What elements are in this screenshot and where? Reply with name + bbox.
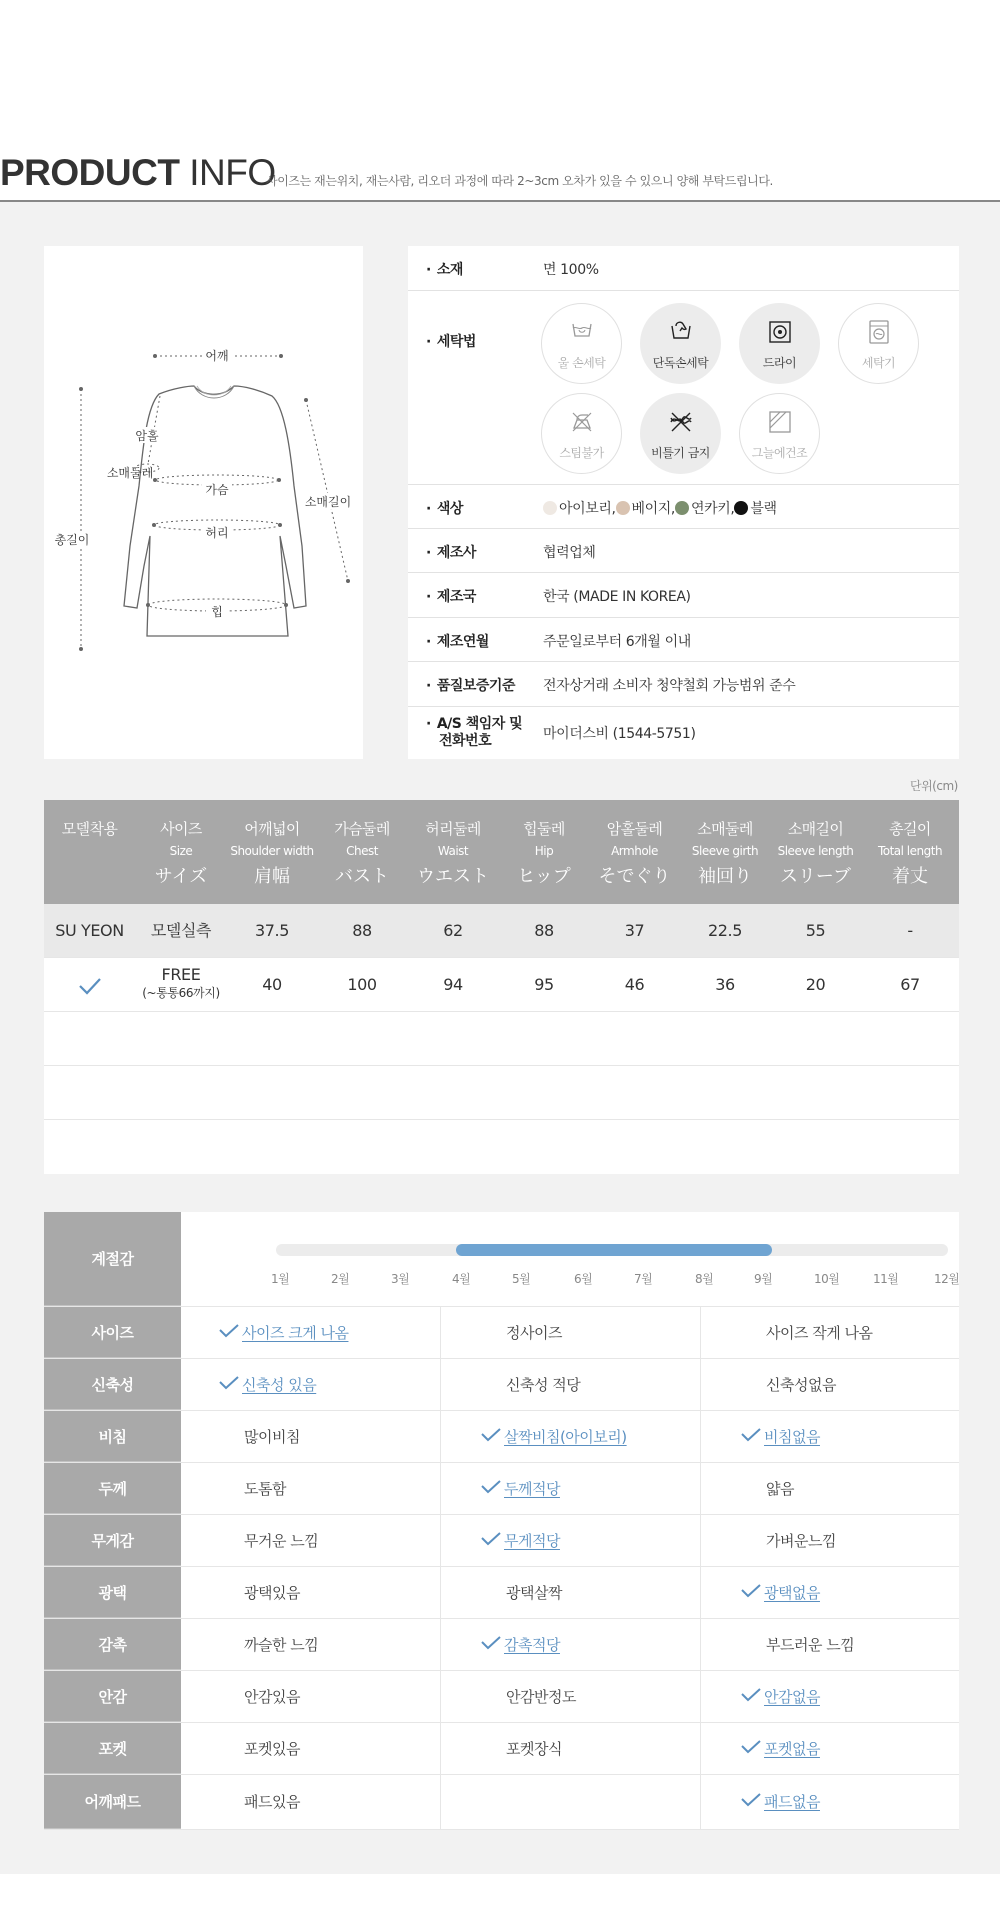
size-cell: 95 xyxy=(534,975,554,994)
header-ko: 사이즈 xyxy=(160,820,202,838)
header-en: Waist xyxy=(437,844,469,858)
color-swatch xyxy=(616,501,630,515)
month-label: 7월 xyxy=(634,1272,653,1286)
month-label: 4월 xyxy=(452,1272,471,1286)
option-text: 무거운 느낌 xyxy=(244,1532,319,1550)
month-label: 6월 xyxy=(574,1272,593,1286)
as-label: · A/S 책임자 및 전화번호 xyxy=(426,716,522,750)
info-row-maker xyxy=(408,529,959,573)
property-row xyxy=(44,1463,959,1515)
property-option xyxy=(740,1775,820,1829)
label-total-length: 총길이 xyxy=(54,533,90,547)
no-steam-icon xyxy=(570,410,594,434)
wash-label: 스팀불가 xyxy=(559,446,604,460)
fabric-properties-table xyxy=(44,1212,959,1830)
label-sleeve-girth: 소매둘레 xyxy=(106,466,154,480)
property-label: 무게감 xyxy=(44,1515,181,1566)
property-option xyxy=(506,1567,562,1618)
option-text: 안감없음 xyxy=(764,1688,820,1706)
quality-label: · 품질보증기준 xyxy=(426,675,515,695)
property-option xyxy=(766,1515,836,1566)
size-cell: 36 xyxy=(715,975,735,994)
size-header-cell xyxy=(770,800,861,904)
property-option xyxy=(244,1515,318,1566)
option-text: 사이즈 작게 나옴 xyxy=(766,1324,873,1342)
header-ja: 肩幅 xyxy=(254,866,290,887)
hand-wash-icon xyxy=(570,320,594,344)
size-cell: 37.5 xyxy=(254,921,290,940)
option-text: 포켓있음 xyxy=(244,1740,300,1758)
property-option xyxy=(506,1307,562,1358)
option-text: 가벼운느낌 xyxy=(766,1532,836,1550)
size-cell: 37 xyxy=(624,921,645,940)
size-table-header xyxy=(44,800,959,904)
property-row xyxy=(44,1515,959,1567)
wash-separate-hand-wash xyxy=(640,303,721,384)
product-info-panel xyxy=(408,246,959,759)
option-text: 광택있음 xyxy=(244,1584,300,1602)
as-value: 마이더스비 (1544-5751) xyxy=(543,726,696,742)
dry-clean-icon xyxy=(768,320,792,344)
size-cell: 88 xyxy=(534,921,554,940)
wash-hand-wash xyxy=(541,303,622,384)
column-divider xyxy=(440,1463,441,1514)
property-option xyxy=(740,1567,820,1618)
column-divider xyxy=(440,1411,441,1462)
maker-value: 협력업체 xyxy=(543,545,596,561)
month-label: 5월 xyxy=(512,1272,531,1286)
size-value: FREE xyxy=(161,965,201,984)
property-option xyxy=(218,1359,316,1410)
header-ko: 소매길이 xyxy=(787,820,844,838)
label-armhole: 암홀 xyxy=(135,429,159,443)
property-label: 안감 xyxy=(44,1671,181,1722)
property-option xyxy=(506,1671,576,1722)
option-text: 신축성없음 xyxy=(766,1376,836,1394)
property-option xyxy=(766,1463,794,1514)
color-name: 베이지, xyxy=(631,501,675,517)
header-en: Chest xyxy=(346,844,378,858)
property-option xyxy=(766,1359,836,1410)
month-label: 3월 xyxy=(391,1272,410,1286)
option-text: 도톰함 xyxy=(244,1480,286,1498)
color-label: · 색상 xyxy=(426,498,463,518)
info-row-quality xyxy=(408,662,959,707)
column-divider xyxy=(700,1723,701,1774)
property-label: 감촉 xyxy=(44,1619,181,1670)
info-row-color xyxy=(408,485,959,529)
header-ko: 허리둘레 xyxy=(425,820,481,838)
property-option xyxy=(244,1619,318,1670)
size-cell: SU YEON xyxy=(55,921,124,940)
size-cell: 22.5 xyxy=(707,921,743,940)
option-text: 사이즈 크게 나옴 xyxy=(242,1324,349,1342)
property-option xyxy=(244,1463,286,1514)
option-text: 포켓장식 xyxy=(506,1740,562,1758)
property-option xyxy=(506,1723,562,1774)
column-divider xyxy=(700,1775,701,1829)
info-row-as xyxy=(408,707,959,759)
free-size-row xyxy=(44,958,959,1012)
header-en: Sleeve girth xyxy=(691,844,759,858)
color-list xyxy=(543,498,777,518)
header-ko: 가슴둘레 xyxy=(334,820,390,838)
country-label: · 제조국 xyxy=(426,586,476,606)
check-icon xyxy=(740,1567,762,1581)
size-header-cell xyxy=(407,800,499,904)
option-text: 광택살짝 xyxy=(506,1584,562,1602)
label-shoulder: 어깨 xyxy=(205,349,229,363)
size-cell: 55 xyxy=(805,921,826,940)
size-header-cell xyxy=(499,800,589,904)
color-name: 연카키, xyxy=(690,501,735,517)
column-divider xyxy=(700,1359,701,1410)
header-en: Shoulder width xyxy=(230,844,314,858)
option-text: 두께적당 xyxy=(504,1480,560,1498)
header-ko: 힙둘레 xyxy=(523,820,565,838)
option-text: 신축성 적당 xyxy=(506,1376,581,1394)
column-divider xyxy=(440,1515,441,1566)
option-text: 감촉적당 xyxy=(504,1636,560,1654)
size-cell: - xyxy=(907,921,913,940)
check-icon xyxy=(218,1359,240,1373)
header-ja: サイズ xyxy=(154,866,208,887)
property-option xyxy=(480,1463,560,1514)
header-ja: ヒップ xyxy=(517,866,571,887)
empty-size-row xyxy=(44,1012,959,1066)
property-option xyxy=(480,1411,627,1462)
wash-label: 단독손세탁 xyxy=(652,356,709,370)
info-row-date xyxy=(408,618,959,662)
property-row xyxy=(44,1671,959,1723)
season-label: 계절감 xyxy=(44,1212,181,1306)
header-ja: スリーブ xyxy=(779,866,852,887)
wash-label: · 세탁법 xyxy=(426,331,476,351)
column-divider xyxy=(440,1775,441,1829)
option-text: 정사이즈 xyxy=(506,1324,562,1342)
header-en: Sleeve length xyxy=(777,844,854,858)
property-row xyxy=(44,1411,959,1463)
header-ja: そでぐり xyxy=(598,866,671,887)
country-value: 한국 (MADE IN KOREA) xyxy=(543,589,691,605)
option-text: 안감반정도 xyxy=(506,1688,576,1706)
property-row xyxy=(44,1567,959,1619)
property-label: 비침 xyxy=(44,1411,181,1462)
date-label: · 제조연월 xyxy=(426,631,489,651)
column-divider xyxy=(700,1463,701,1514)
product-info-header xyxy=(0,150,1000,202)
color-swatch xyxy=(543,501,557,515)
empty-size-row xyxy=(44,1066,959,1120)
check-icon xyxy=(480,1619,502,1633)
property-option xyxy=(244,1411,300,1462)
column-divider xyxy=(700,1515,701,1566)
size-cell: 20 xyxy=(805,975,826,994)
option-text: 많이비침 xyxy=(244,1428,300,1446)
option-text: 패드없음 xyxy=(764,1793,820,1811)
size-header-cell xyxy=(317,800,407,904)
option-text: 비침없음 xyxy=(764,1428,820,1446)
property-row xyxy=(44,1307,959,1359)
color-name: 블랙 xyxy=(750,501,777,517)
label-hip: 힙 xyxy=(211,605,223,619)
season-bar-fill xyxy=(456,1244,772,1256)
option-text: 부드러운 느낌 xyxy=(766,1636,855,1654)
label-sleeve-length: 소매길이 xyxy=(304,495,352,509)
property-option xyxy=(740,1411,820,1462)
quality-value: 전자상거래 소비자 청약철회 가능범위 준수 xyxy=(543,678,796,694)
material-label: · 소재 xyxy=(426,259,463,279)
property-label: 포켓 xyxy=(44,1723,181,1774)
info-row-material xyxy=(408,246,959,291)
month-label: 9월 xyxy=(754,1272,773,1286)
size-header-cell xyxy=(861,800,959,904)
option-text: 신축성 있음 xyxy=(242,1376,317,1394)
property-label: 광택 xyxy=(44,1567,181,1618)
model-size-row xyxy=(44,904,959,958)
month-label: 12월 xyxy=(934,1272,960,1286)
month-label: 2월 xyxy=(331,1272,350,1286)
month-label: 11월 xyxy=(873,1272,899,1286)
header-ko: 총길이 xyxy=(889,820,931,838)
column-divider xyxy=(440,1307,441,1358)
check-icon xyxy=(480,1515,502,1529)
property-option xyxy=(480,1515,560,1566)
property-label: 두께 xyxy=(44,1463,181,1514)
washing-machine-icon xyxy=(867,320,891,344)
wash-label: 그늘에건조 xyxy=(751,446,808,460)
column-divider xyxy=(440,1567,441,1618)
property-row xyxy=(44,1619,959,1671)
property-option xyxy=(740,1671,820,1722)
size-cell: 46 xyxy=(624,975,645,994)
header-ko: 암홀둘레 xyxy=(606,820,663,838)
label-waist: 허리 xyxy=(205,526,229,540)
column-divider xyxy=(440,1359,441,1410)
wash-label: 비틀기 금지 xyxy=(651,446,710,460)
size-cell: 62 xyxy=(443,921,463,940)
property-option xyxy=(244,1723,300,1774)
column-divider xyxy=(440,1619,441,1670)
check-icon xyxy=(740,1723,762,1737)
property-row xyxy=(44,1359,959,1411)
color-name: 아이보리, xyxy=(559,501,616,517)
option-text: 까슬한 느낌 xyxy=(244,1636,319,1654)
size-header-cell xyxy=(680,800,770,904)
check-icon xyxy=(740,1411,762,1425)
check-icon xyxy=(480,1411,502,1425)
size-cell: 94 xyxy=(443,975,463,994)
check-icon xyxy=(740,1671,762,1685)
size-note: (~통통66까지) xyxy=(142,986,220,1000)
column-divider xyxy=(440,1671,441,1722)
month-label: 1월 xyxy=(271,1272,290,1286)
color-swatch xyxy=(734,501,748,515)
size-cell: 모델실측 xyxy=(150,921,212,940)
size-notice: 사이즈는 재는위치, 재는사람, 리오더 과정에 따라 2~3cm 오차가 있을 수 있으니 양해 부탁드립니다. xyxy=(266,174,773,188)
column-divider xyxy=(700,1307,701,1358)
option-text: 안감있음 xyxy=(244,1688,300,1706)
option-text: 광택없음 xyxy=(764,1584,820,1602)
property-option xyxy=(740,1723,820,1774)
size-cell: 40 xyxy=(262,975,282,994)
material-value: 면 100% xyxy=(543,262,599,278)
header-ko: 소매둘레 xyxy=(697,820,753,838)
header-ja: バスト xyxy=(335,866,389,887)
size-free-cell xyxy=(135,958,227,1012)
date-value: 주문일로부터 6개월 이내 xyxy=(543,634,691,650)
size-cell: 100 xyxy=(347,975,377,994)
option-text: 패드있음 xyxy=(244,1793,300,1811)
wash-label: 드라이 xyxy=(762,356,797,370)
header-en: Hip xyxy=(534,844,554,858)
separate-hand-wash-icon xyxy=(669,320,693,344)
column-divider xyxy=(700,1671,701,1722)
info-row-country xyxy=(408,573,959,618)
maker-label: · 제조사 xyxy=(426,542,476,562)
wash-no-wring xyxy=(640,393,721,474)
check-icon xyxy=(218,1307,240,1321)
wash-no-steam xyxy=(541,393,622,474)
page-title: PRODUCT INFO xyxy=(0,152,276,193)
wash-label: 세탁기 xyxy=(861,356,896,370)
header-en: Size xyxy=(169,844,193,858)
header-ko: 어깨넓이 xyxy=(244,820,300,838)
size-header-cell xyxy=(589,800,680,904)
property-row xyxy=(44,1723,959,1775)
header-en: Armhole xyxy=(611,844,658,858)
garment-measurement-diagram xyxy=(44,246,363,759)
size-cell: 67 xyxy=(900,975,920,994)
property-label: 어깨패드 xyxy=(44,1775,181,1829)
property-option xyxy=(218,1307,348,1358)
wash-label: 울 손세탁 xyxy=(557,356,606,370)
property-option xyxy=(480,1619,560,1670)
property-option xyxy=(766,1307,872,1358)
property-option xyxy=(244,1671,300,1722)
property-label: 사이즈 xyxy=(44,1307,181,1358)
column-divider xyxy=(700,1619,701,1670)
wash-dry-clean xyxy=(739,303,820,384)
label-chest: 가슴 xyxy=(205,483,229,497)
size-cell: 88 xyxy=(352,921,372,940)
shade-dry-icon xyxy=(768,410,792,434)
option-text: 살짝비침(아이보리) xyxy=(504,1428,627,1446)
color-swatch xyxy=(675,501,689,515)
option-text: 무게적당 xyxy=(504,1532,560,1550)
selected-check-icon xyxy=(44,958,135,1012)
header-ja: 袖回り xyxy=(698,866,752,887)
check-icon xyxy=(480,1463,502,1477)
property-option xyxy=(244,1775,300,1829)
option-text: 얇음 xyxy=(766,1480,794,1498)
property-option xyxy=(506,1359,580,1410)
column-divider xyxy=(440,1723,441,1774)
header-en: Total length xyxy=(877,844,943,858)
empty-size-row xyxy=(44,1120,959,1174)
month-label: 8월 xyxy=(695,1272,714,1286)
property-label: 신축성 xyxy=(44,1359,181,1410)
header-ja: ウエスト xyxy=(417,866,489,887)
column-divider xyxy=(700,1567,701,1618)
wash-washing-machine xyxy=(838,303,919,384)
property-row xyxy=(44,1775,959,1830)
season-row xyxy=(44,1212,959,1307)
unit-label: 단위(cm) xyxy=(910,779,958,793)
size-header-cell xyxy=(44,800,135,904)
size-header-cell xyxy=(227,800,317,904)
shirt-outline xyxy=(124,386,306,636)
header-ko: 모델착용 xyxy=(61,820,118,838)
size-header-cell xyxy=(135,800,227,904)
property-option xyxy=(766,1619,854,1670)
property-option xyxy=(244,1567,300,1618)
check-icon xyxy=(740,1775,762,1789)
option-text: 포켓없음 xyxy=(764,1740,820,1758)
month-label: 10월 xyxy=(814,1272,840,1286)
header-ja: 着丈 xyxy=(892,866,928,887)
info-row-wash xyxy=(408,291,959,485)
wash-shade-dry xyxy=(739,393,820,474)
no-wring-icon xyxy=(669,410,693,434)
column-divider xyxy=(700,1411,701,1462)
